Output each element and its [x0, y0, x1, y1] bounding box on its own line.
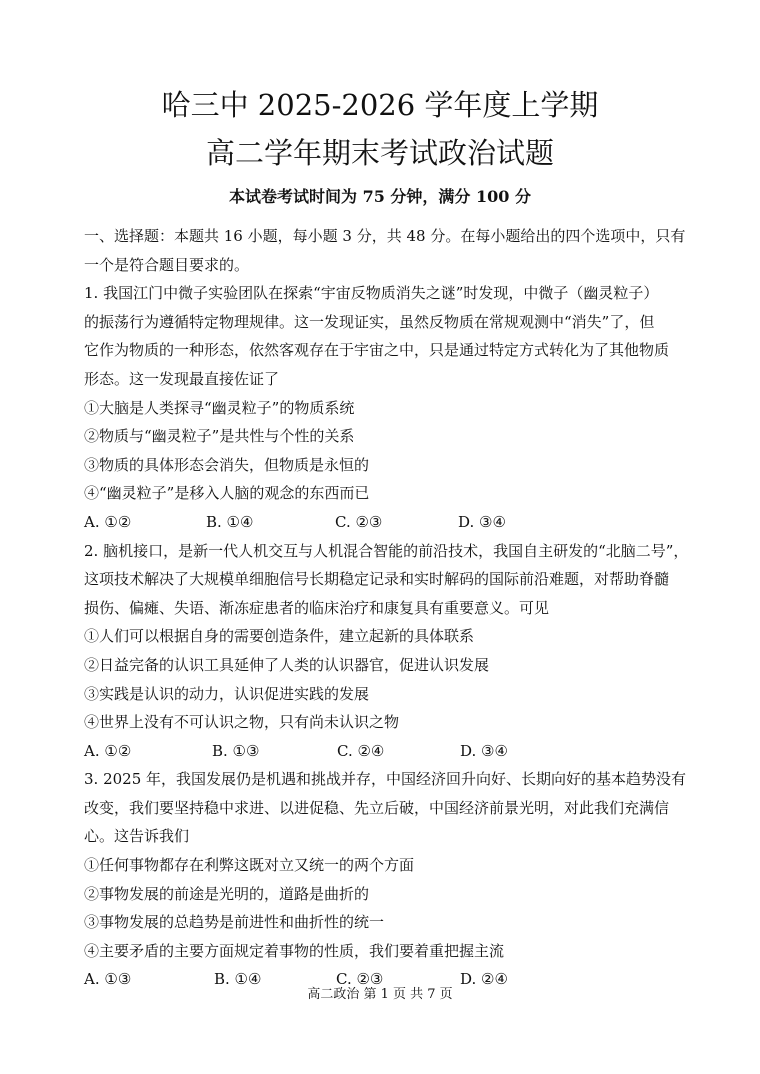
question-3-option-d: D. ②④ [460, 970, 508, 989]
question-2-option-b: B. ①③ [212, 741, 260, 760]
question-1-option-d: D. ③④ [458, 512, 506, 531]
question-1-stem: 形态。这一发现最直接佐证了 [84, 369, 280, 388]
exam-body [84, 222, 689, 994]
question-1-option-a: A. ①② [84, 512, 132, 531]
exam-title-line2: 高二学年期末考试政治试题 [205, 136, 554, 170]
question-2-stem: 损伤、偏瘫、失语、渐冻症患者的临床治疗和康复具有重要意义。可见 [84, 598, 550, 617]
question-2-options [84, 737, 684, 766]
question-3-item: ③事物发展的总趋势是前进性和曲折性的统一 [84, 913, 385, 932]
question-3-stem: 改变，我们要坚持稳中求进、以进促稳、先立后破，中国经济前景光明，对此我们充满信 [84, 798, 670, 817]
question-1-stem: 1. 我国江门中微子实验团队在探索“宇宙反物质消失之谜”时发现，中微子（幽灵粒子） [84, 284, 659, 303]
question-3-item: ④主要矛盾的主要方面规定着事物的性质，我们要着重把握主流 [84, 941, 505, 960]
question-2-option-c: C. ②④ [337, 741, 385, 760]
question-3-item: ①任何事物都存在利弊这既对立又统一的两个方面 [84, 856, 415, 875]
exam-subtitle: 本试卷考试时间为 75 分钟，满分 100 分 [229, 187, 531, 206]
question-2-item: ③实践是认识的动力，认识促进实践的发展 [84, 684, 370, 703]
question-3-option-c: C. ②③ [336, 970, 384, 989]
question-3-option-b: B. ①④ [214, 970, 262, 989]
question-2-stem: 2. 脑机接口，是新一代人机交互与人机混合智能的前沿技术，我国自主研发的“北脑二号”， [84, 541, 689, 560]
section-instructions: 一、选择题：本题共 16 小题，每小题 3 分，共 48 分。在每小题给出的四个选项中，只有 [84, 227, 686, 245]
question-1-item: ②物质与“幽灵粒子”是共性与个性的关系 [84, 427, 355, 446]
exam-title-line1: 哈三中 2025-2026 学年度上学期 [161, 88, 599, 122]
question-1-options [84, 508, 684, 537]
question-2-stem: 这项技术解决了大规模单细胞信号长期稳定记录和实时解码的国际前沿难题，对帮助脊髓 [84, 570, 670, 589]
question-2-option-d: D. ③④ [460, 741, 508, 760]
question-1-item: ③物质的具体形态会消失，但物质是永恒的 [84, 455, 370, 474]
question-3-item: ②事物发展的前途是光明的，道路是曲折的 [84, 884, 370, 903]
question-3-stem: 3. 2025 年，我国发展仍是机遇和挑战并存，中国经济回升向好、长期向好的基本趋势没有 [84, 770, 687, 789]
question-3-stem: 心。这告诉我们 [84, 827, 190, 846]
section-instructions: 一个是符合题目要求的。 [84, 255, 250, 274]
question-1-item: ①大脑是人类探寻“幽灵粒子”的物质系统 [84, 398, 355, 417]
question-1-option-b: B. ①④ [206, 512, 254, 531]
question-1-stem: 它作为物质的一种形态，依然客观存在于宇宙之中，只是通过特定方式转化为了其他物质 [84, 341, 670, 360]
question-2-item: ①人们可以根据自身的需要创造条件，建立起新的具体联系 [84, 627, 475, 646]
page-footer: 高二政治 第 1 页 共 7 页 [307, 987, 453, 1002]
question-1-option-c: C. ②③ [335, 512, 383, 531]
question-1-stem: 的振荡行为遵循特定物理规律。这一发现证实，虽然反物质在常规观测中“消失”了，但 [84, 312, 655, 331]
question-2-option-a: A. ①② [84, 741, 132, 760]
question-2-item: ②日益完备的认识工具延伸了人类的认识器官，促进认识发展 [84, 655, 490, 674]
question-1-item: ④“幽灵粒子”是移入人脑的观念的东西而已 [84, 484, 370, 503]
question-2-item: ④世界上没有不可认识之物，只有尚未认识之物 [84, 713, 400, 732]
question-3-option-a: A. ①③ [84, 970, 132, 989]
